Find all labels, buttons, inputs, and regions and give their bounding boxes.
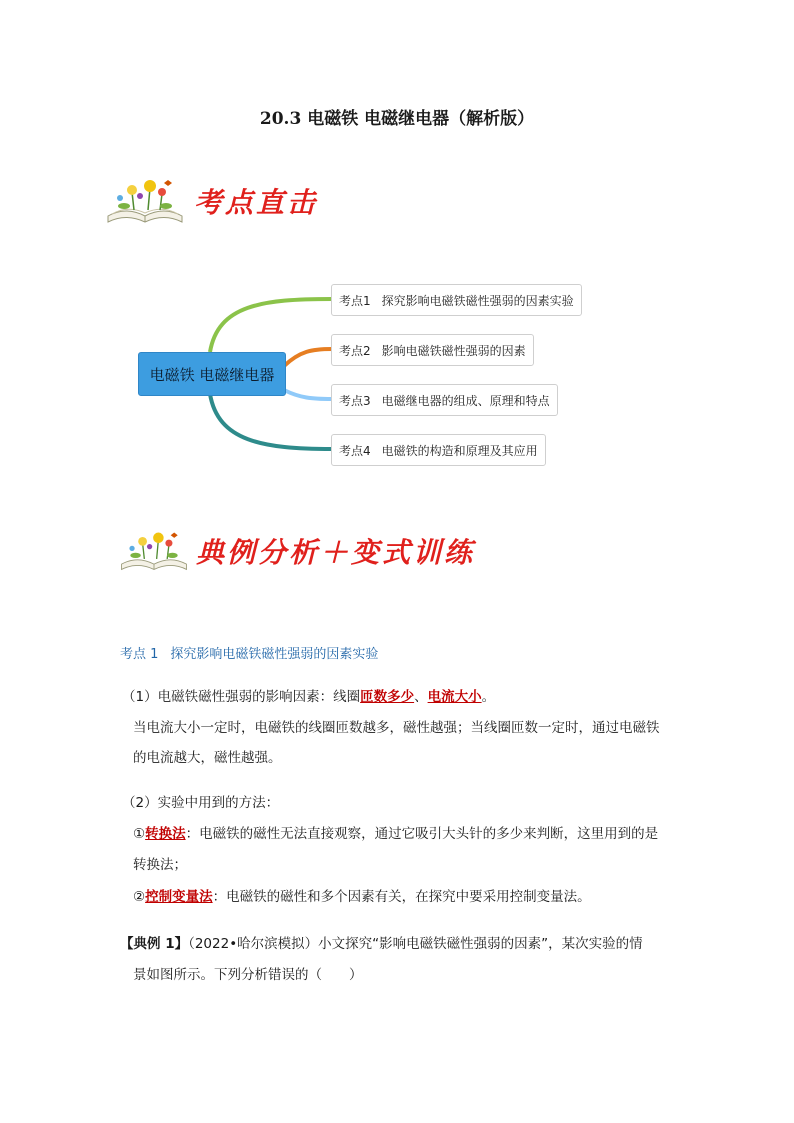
kp-title: 探究影响电磁铁磁性强弱的因素实验 [170,647,379,662]
node-num: 考点4 [339,443,371,458]
node-num: 考点2 [339,343,371,358]
key-term: 电流大小 [427,689,482,705]
p1-prefix: （1）电磁铁磁性强弱的影响因素：线圈 [122,689,361,705]
paragraph-1-line-2: 当电流大小一定时，电磁铁的线圈匝数越多，磁性越强；当线圈匝数一定时，通过电磁铁 [133,720,660,736]
kp-label: 考点 1 [120,647,159,662]
mindmap-node-3 [331,384,558,416]
page-title: 20.3 电磁铁 电磁继电器（解析版） [259,109,535,129]
example-label: 【典例 1】 [120,936,189,952]
method-num: ② [133,889,146,905]
key-term: 转换法 [145,826,186,842]
knowledge-point-heading [120,643,378,662]
method-text: ：电磁铁的磁性无法直接观察，通过它吸引大头针的多少来判断，这里用到的是 [185,826,659,842]
method-1 [133,819,658,849]
p1-sep: 、 [414,689,428,705]
node-num: 考点3 [339,393,371,408]
node-text: 电磁铁的构造和原理及其应用 [381,443,538,458]
section-title: 典例分析＋变式训练 [196,536,476,569]
method-2 [133,882,591,912]
mindmap-node-1 [331,284,582,316]
section-heading-2 [118,528,475,574]
key-term: 匝数多少 [360,689,415,705]
connector-2 [284,349,332,366]
book-flowers-icon [118,528,190,574]
node-text: 探究影响电磁铁磁性强弱的因素实验 [381,293,574,308]
mindmap-node-2 [331,334,534,366]
method-text: ：电磁铁的磁性和多个因素有关，在探究中要采用控制变量法。 [212,889,591,905]
example-text: （2022•哈尔滨模拟）小文探究“影响电磁铁磁性强弱的因素”，某次实验的情 [188,936,643,952]
node-text: 影响电磁铁磁性强弱的因素 [381,343,526,358]
key-term: 控制变量法 [145,889,213,905]
p1-end: 。 [481,689,496,705]
mindmap-node-4 [331,434,546,466]
connector-1 [210,299,332,352]
paragraph-1 [122,682,495,712]
connector-4 [210,394,332,449]
mindmap-connectors [0,0,794,500]
mindmap-center: 电磁铁 电磁继电器 [138,352,286,396]
connector-3 [284,390,332,399]
paragraph-1-line-3: 的电流越大，磁性越强。 [133,750,282,766]
example-1-line-2: 景如图所示。下列分析错误的（ ） [133,967,363,983]
node-num: 考点1 [339,293,371,308]
method-1-line-2: 转换法； [133,857,187,873]
example-1 [120,929,643,959]
paragraph-2: （2）实验中用到的方法： [122,795,280,811]
section-title: 考点直击 [194,186,319,219]
node-text: 电磁继电器的组成、原理和特点 [381,393,550,408]
method-num: ① [133,826,146,842]
